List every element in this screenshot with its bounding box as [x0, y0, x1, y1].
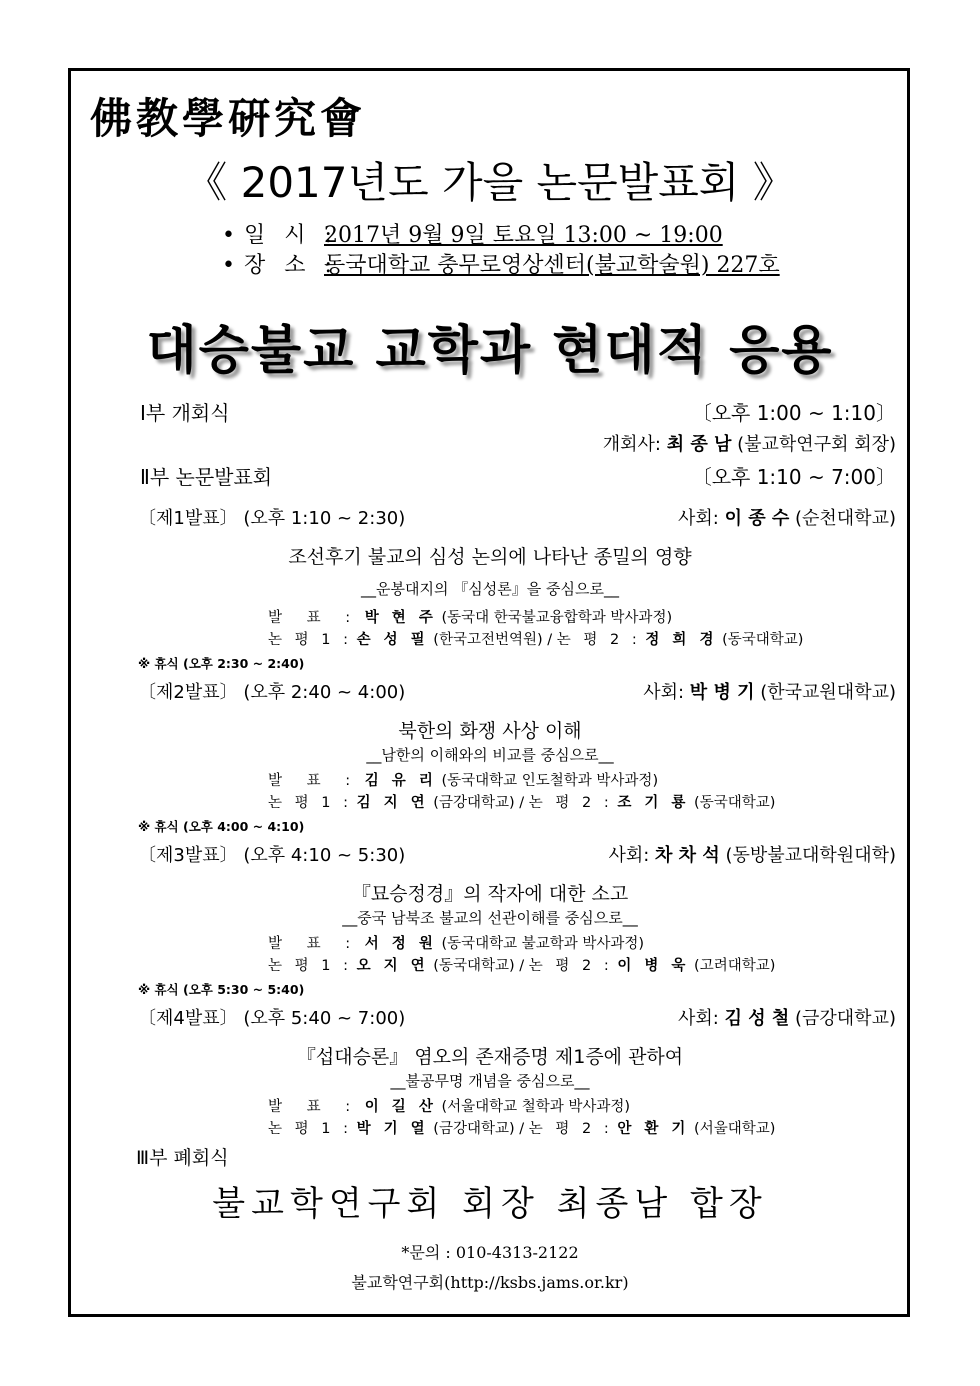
presenter-name: 김 유 리 — [364, 773, 437, 789]
discussant2-label: 논 평 2 : — [528, 1121, 613, 1137]
chair-affiliation: (한국교원대학교) — [760, 682, 896, 703]
talk2-session: 〔제2발표〕 (오후 2:40 ~ 4:00) — [138, 682, 406, 703]
talk3-chair — [608, 841, 896, 867]
presenter-label: 발 표 : — [268, 773, 361, 789]
talk4-session: 〔제4발표〕 (오후 5:40 ~ 7:00) — [138, 1008, 406, 1029]
talk4-chair — [678, 1004, 896, 1030]
discussant1-affiliation: (금강대학교) / — [433, 795, 525, 811]
part1-time: 〔오후 1:00 ~ 1:10〕 — [691, 401, 896, 425]
discussant1-name: 김 지 연 — [356, 795, 429, 811]
presenter-name: 이 길 산 — [364, 1099, 437, 1115]
venue-value: 동국대학교 충무로영상센터(불교학술원) 227호 — [324, 253, 780, 278]
talk1-title: 조선후기 불교의 심성 논의에 나타난 종밀의 영향 — [288, 546, 692, 568]
talk3-session: 〔제3발표〕 (오후 4:10 ~ 5:30) — [138, 845, 406, 866]
presenter-affiliation: (동국대학교 인도철학과 박사과정) — [441, 773, 659, 789]
contact-phone: *문의 : 010-4313-2122 — [401, 1243, 579, 1262]
discussant2-label: 논 평 2 : — [528, 795, 613, 811]
talk1-chair — [678, 504, 896, 530]
chair-label: 사회: — [643, 682, 685, 703]
presenter-label: 발 표 : — [268, 936, 361, 952]
part3-label: Ⅲ부 폐회식 — [136, 1147, 229, 1169]
discussant2-affiliation: (서울대학교) — [694, 1121, 776, 1137]
discussant1-name: 손 성 필 — [356, 632, 429, 648]
discussant2-label: 논 평 2 : — [528, 958, 613, 974]
date-value: 2017년 9월 9일 토요일 13:00 ~ 19:00 — [324, 223, 723, 248]
break-2: ※ 휴식 (오후 4:00 ~ 4:10) — [138, 819, 305, 834]
chair-name: 차 차 석 — [655, 845, 720, 866]
discussant1-label: 논 평 1 : — [268, 1121, 352, 1137]
opening-speaker — [603, 430, 896, 456]
chair-affiliation: (금강대학교) — [795, 1008, 896, 1029]
closing-signature: 불교학연구회 회장 최종남 합장 — [212, 1184, 768, 1224]
discussant1-affiliation: (한국고전번역원) / — [433, 632, 553, 648]
break-1: ※ 휴식 (오후 2:30 ~ 2:40) — [138, 656, 305, 671]
date-label: 일 시 : — [244, 223, 338, 248]
presenter-affiliation: (동국대 한국불교융합학과 박사과정) — [441, 610, 673, 626]
org-name-logo: 佛教學硏究會 — [90, 94, 367, 143]
talk1-presenter — [268, 606, 672, 627]
presenter-label: 발 표 : — [268, 610, 361, 626]
talk4-title: 『섭대승론』 염오의 존재증명 제1증에 관하여 — [296, 1046, 684, 1068]
part2-label: Ⅱ부 논문발표회 — [140, 465, 273, 489]
contact-website: 불교학연구회(http://ksbs.jams.or.kr) — [351, 1273, 629, 1292]
date-line — [222, 218, 723, 249]
discussant1-label: 논 평 1 : — [268, 632, 352, 648]
talk1-discussants — [268, 628, 803, 649]
talk1-subtitle: __운봉대지의 『심성론』을 중심으로__ — [361, 580, 619, 598]
part2-time: 〔오후 1:10 ~ 7:00〕 — [691, 465, 896, 489]
presenter-name: 서 정 원 — [364, 936, 437, 952]
event-title: 《 2017년도 가을 논문발표회 》 — [185, 158, 795, 207]
discussant1-label: 논 평 1 : — [268, 795, 352, 811]
presenter-name: 박 현 주 — [364, 610, 437, 626]
venue-line — [222, 248, 780, 279]
part1-label: Ⅰ부 개회식 — [140, 401, 230, 425]
presenter-affiliation: (동국대학교 불교학과 박사과정) — [441, 936, 645, 952]
conference-theme: 대승불교 교학과 현대적 응용 — [146, 321, 834, 381]
discussant2-name: 조 기 룡 — [617, 795, 690, 811]
discussant2-affiliation: (동국대학교) — [694, 795, 776, 811]
talk2-chair — [643, 678, 896, 704]
chair-label: 사회: — [677, 1008, 719, 1029]
opening-speaker-label: 개회사: — [602, 434, 661, 455]
chair-name: 이 종 수 — [724, 508, 790, 529]
bullet-icon: • — [222, 253, 235, 278]
break-3: ※ 휴식 (오후 5:30 ~ 5:40) — [138, 982, 305, 997]
talk3-discussants — [268, 954, 775, 975]
talk1-session: 〔제1발표〕 (오후 1:10 ~ 2:30) — [138, 508, 406, 529]
discussant1-name: 오 지 연 — [356, 958, 429, 974]
opening-speaker-name: 최 종 남 — [666, 434, 732, 455]
venue-label: 장 소 : — [244, 253, 338, 278]
bullet-icon: • — [222, 223, 235, 248]
discussant1-affiliation: (금강대학교) / — [433, 1121, 525, 1137]
chair-affiliation: (동방불교대학원대학) — [725, 845, 896, 866]
talk2-title: 북한의 화쟁 사상 이해 — [398, 720, 582, 742]
talk4-presenter — [268, 1095, 630, 1116]
chair-name: 김 성 철 — [724, 1008, 790, 1029]
talk2-presenter — [268, 769, 658, 790]
discussant2-affiliation: (고려대학교) — [694, 958, 776, 974]
talk2-subtitle: __남한의 이해와의 비교를 중심으로__ — [366, 746, 614, 764]
chair-name: 박 병 기 — [689, 682, 755, 703]
talk3-title: 『묘승정경』의 작자에 대한 소고 — [351, 883, 629, 905]
talk2-discussants — [268, 791, 775, 812]
discussant2-label: 논 평 2 : — [556, 632, 641, 648]
talk4-subtitle: __불공무명 개념을 중심으로__ — [390, 1072, 590, 1090]
chair-label: 사회: — [608, 845, 650, 866]
discussant1-affiliation: (동국대학교) / — [433, 958, 525, 974]
discussant2-name: 이 병 욱 — [617, 958, 690, 974]
discussant2-name: 안 환 기 — [617, 1121, 690, 1137]
chair-affiliation: (순천대학교) — [795, 508, 896, 529]
presenter-label: 발 표 : — [268, 1099, 361, 1115]
discussant2-name: 정 희 경 — [645, 632, 718, 648]
talk4-discussants — [268, 1117, 775, 1138]
talk3-presenter — [268, 932, 644, 953]
chair-label: 사회: — [677, 508, 719, 529]
talk3-subtitle: __중국 남북조 불교의 선관이해를 중심으로__ — [342, 909, 638, 927]
presenter-affiliation: (서울대학교 철학과 박사과정) — [441, 1099, 631, 1115]
discussant1-label: 논 평 1 : — [268, 958, 352, 974]
discussant1-name: 박 기 열 — [356, 1121, 429, 1137]
opening-speaker-affiliation: (불교학연구회 회장) — [737, 434, 896, 455]
discussant2-affiliation: (동국대학교) — [722, 632, 804, 648]
